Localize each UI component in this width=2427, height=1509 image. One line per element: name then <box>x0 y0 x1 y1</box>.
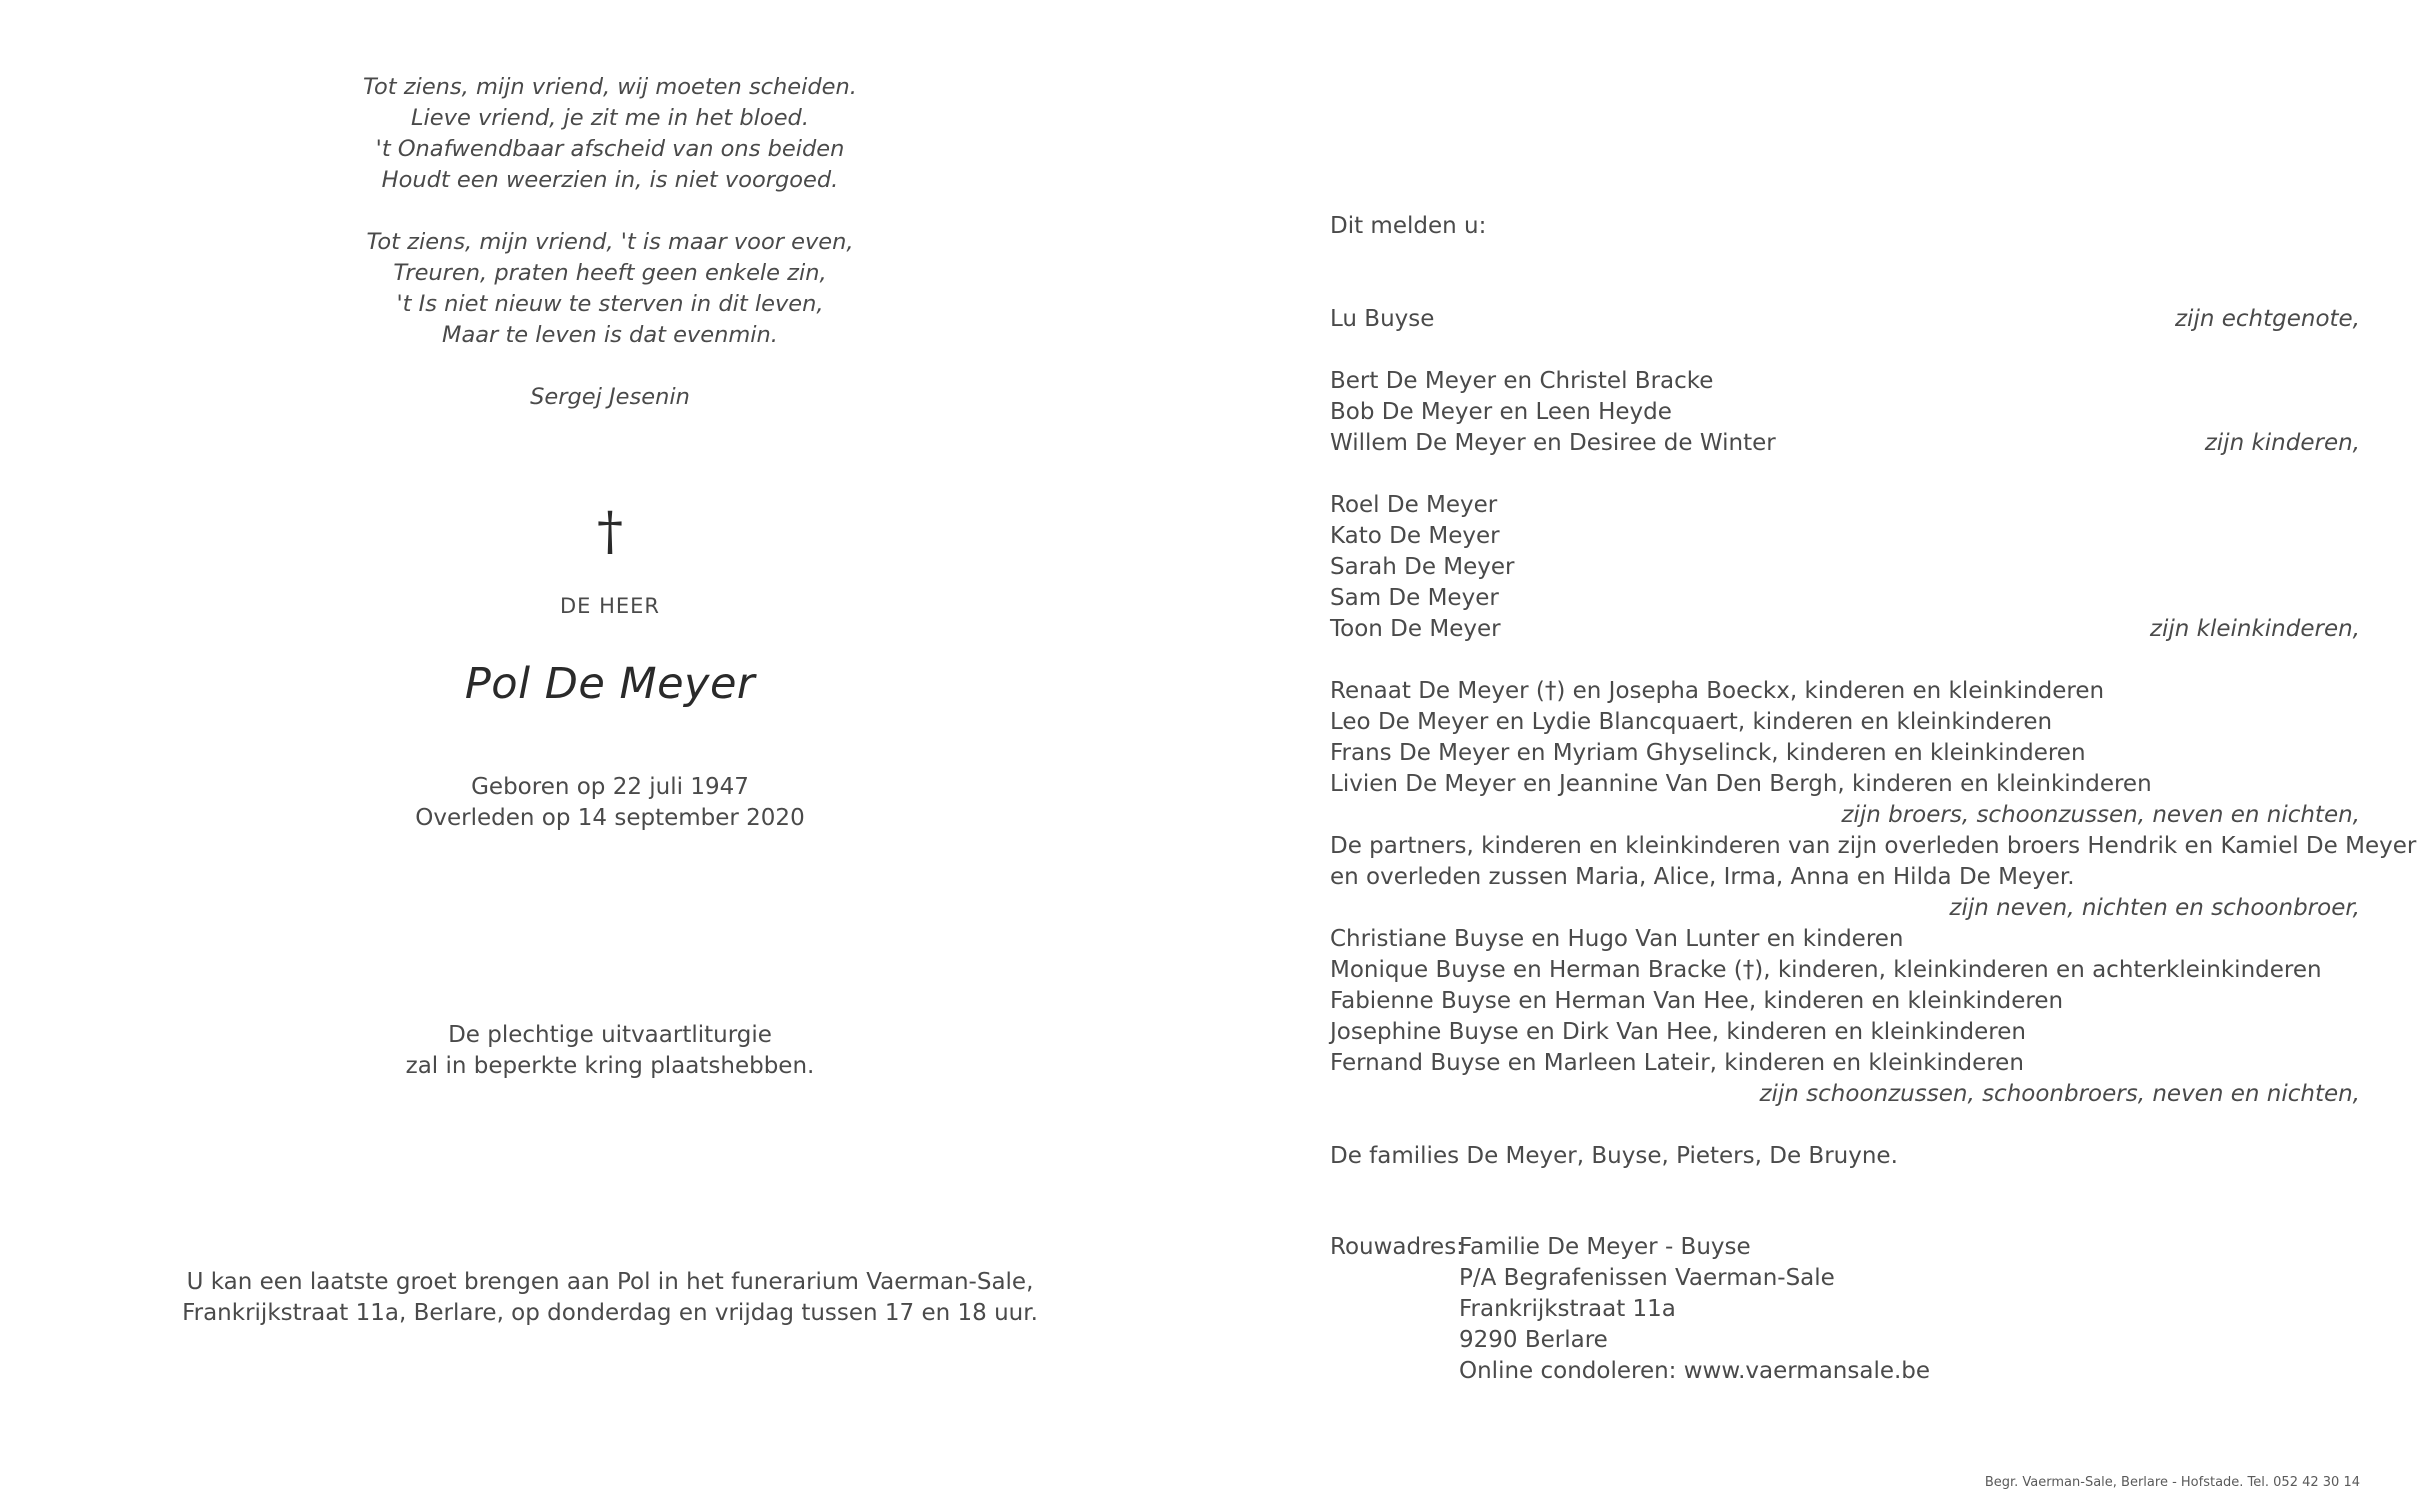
poem-stanza-1 <box>0 72 1220 196</box>
partners-line: en overleden zussen Maria, Alice, Irma, Anna en Hilda De Meyer. <box>1330 864 2075 890</box>
announcement-intro: Dit melden u: <box>1330 213 1487 239</box>
death-date: Overleden op 14 september 2020 <box>415 805 805 831</box>
in-law-name: Fabienne Buyse en Herman Van Hee, kinderen en kleinkinderen <box>1330 988 2064 1014</box>
birth-date: Geboren op 22 juli 1947 <box>471 774 749 800</box>
cross-icon: † <box>597 502 623 562</box>
in-law-name: Josephine Buyse en Dirk Van Hee, kinderen en kleinkinderen <box>1330 1019 2026 1045</box>
address-line: Familie De Meyer - Buyse <box>1459 1234 1751 1260</box>
visitation-notice <box>0 1267 1220 1329</box>
sibling-name: Leo De Meyer en Lydie Blancquaert, kinderen en kleinkinderen <box>1330 709 2053 735</box>
partners-line: De partners, kinderen en kleinkinderen van zijn overleden broers Hendrik en Kamiel De Meyer <box>1330 833 2417 859</box>
poem-line: Lieve vriend, je zit me in het bloed. <box>411 105 809 131</box>
sibling-name: Frans De Meyer en Myriam Ghyselinck, kinderen en kleinkinderen <box>1330 740 2086 766</box>
address-lines <box>1459 1232 1930 1387</box>
grandchild-name: Sam De Meyer <box>1330 585 1499 611</box>
address-line: Online condoleren: www.vaermansale.be <box>1459 1358 1931 1384</box>
sibling-name: Renaat De Meyer (†) en Josepha Boeckx, kinderen en kleinkinderen <box>1330 678 2105 704</box>
grandchild-name: Sarah De Meyer <box>1330 554 1515 580</box>
address-line: 9290 Berlare <box>1459 1327 1608 1353</box>
in-laws-relation: zijn schoonzussen, schoonbroers, neven en nichten, <box>1759 1081 2360 1107</box>
address-line: Frankrijkstraat 11a <box>1459 1296 1676 1322</box>
liturgy-notice <box>0 1020 1220 1082</box>
siblings-group <box>1330 676 2360 831</box>
poem <box>0 72 1220 413</box>
life-dates <box>0 772 1220 834</box>
address-line: P/A Begrafenissen Vaerman-Sale <box>1459 1265 1835 1291</box>
spouse-group <box>1330 304 2360 335</box>
in-law-name: Fernand Buyse en Marleen Lateir, kinderen en kleinkinderen <box>1330 1050 2024 1076</box>
poem-line: Tot ziens, mijn vriend, wij moeten scheiden. <box>363 74 857 100</box>
families-line: De families De Meyer, Buyse, Pieters, De Bruyne. <box>1330 1143 1898 1169</box>
poem-stanza-2 <box>0 227 1220 351</box>
children-relation: zijn kinderen, <box>2204 430 2360 456</box>
printer-footer: Begr. Vaerman-Sale, Berlare - Hofstade. Tel. 052 42 30 14 <box>1984 1475 2360 1490</box>
address-label: Rouwadres: <box>1330 1234 1464 1260</box>
siblings-relation: zijn broers, schoonzussen, neven en nichten, <box>1841 802 2360 828</box>
grandchildren-group <box>1330 490 2360 645</box>
right-page <box>1330 0 2417 1509</box>
poem-line: 't Is niet nieuw te sterven in dit leven, <box>396 291 824 317</box>
spouse-relation: zijn echtgenote, <box>2174 306 2360 332</box>
poem-author: Sergej Jesenin <box>530 384 690 410</box>
grandchild-name: Toon De Meyer <box>1330 616 1501 642</box>
in-law-name: Christiane Buyse en Hugo Van Lunter en kinderen <box>1330 926 1904 952</box>
poem-line: 't Onafwendbaar afscheid van ons beiden <box>375 136 845 162</box>
child-name: Willem De Meyer en Desiree de Winter <box>1330 430 1776 456</box>
partners-group <box>1330 831 2417 924</box>
in-laws-group <box>1330 924 2360 1110</box>
grandchildren-last-row <box>1330 614 2360 645</box>
deceased-name: Pol De Meyer <box>464 659 756 709</box>
spouse-name: Lu Buyse <box>1330 306 1435 332</box>
family-list <box>1330 304 2417 1203</box>
grandchildren-relation: zijn kleinkinderen, <box>2149 616 2360 642</box>
poem-line: Tot ziens, mijn vriend, 't is maar voor even, <box>366 229 854 255</box>
visitation-line: Frankrijkstraat 11a, Berlare, op donderdag en vrijdag tussen 17 en 18 uur. <box>182 1300 1038 1326</box>
poem-line: Maar te leven is dat evenmin. <box>442 322 778 348</box>
honorific: DE HEER <box>559 594 661 618</box>
children-last-row <box>1330 428 2360 459</box>
in-law-name: Monique Buyse en Herman Bracke (†), kinderen, kleinkinderen en achterkleinkinderen <box>1330 957 2322 983</box>
child-name: Bert De Meyer en Christel Bracke <box>1330 368 1714 394</box>
children-group <box>1330 366 2360 459</box>
sibling-name: Livien De Meyer en Jeannine Van Den Bergh, kinderen en kleinkinderen <box>1330 771 2152 797</box>
grandchild-name: Roel De Meyer <box>1330 492 1498 518</box>
spouse-row <box>1330 304 2360 335</box>
liturgy-line: zal in beperkte kring plaatshebben. <box>405 1053 815 1079</box>
poem-line: Treuren, praten heeft geen enkele zin, <box>393 260 827 286</box>
poem-line: Houdt een weerzien in, is niet voorgoed. <box>381 167 839 193</box>
grandchild-name: Kato De Meyer <box>1330 523 1500 549</box>
visitation-line: U kan een laatste groet brengen aan Pol in het funerarium Vaerman-Sale, <box>186 1269 1034 1295</box>
partners-relation: zijn neven, nichten en schoonbroer, <box>1949 895 2360 921</box>
liturgy-line: De plechtige uitvaartliturgie <box>448 1022 772 1048</box>
families-group <box>1330 1141 2360 1172</box>
child-name: Bob De Meyer en Leen Heyde <box>1330 399 1672 425</box>
